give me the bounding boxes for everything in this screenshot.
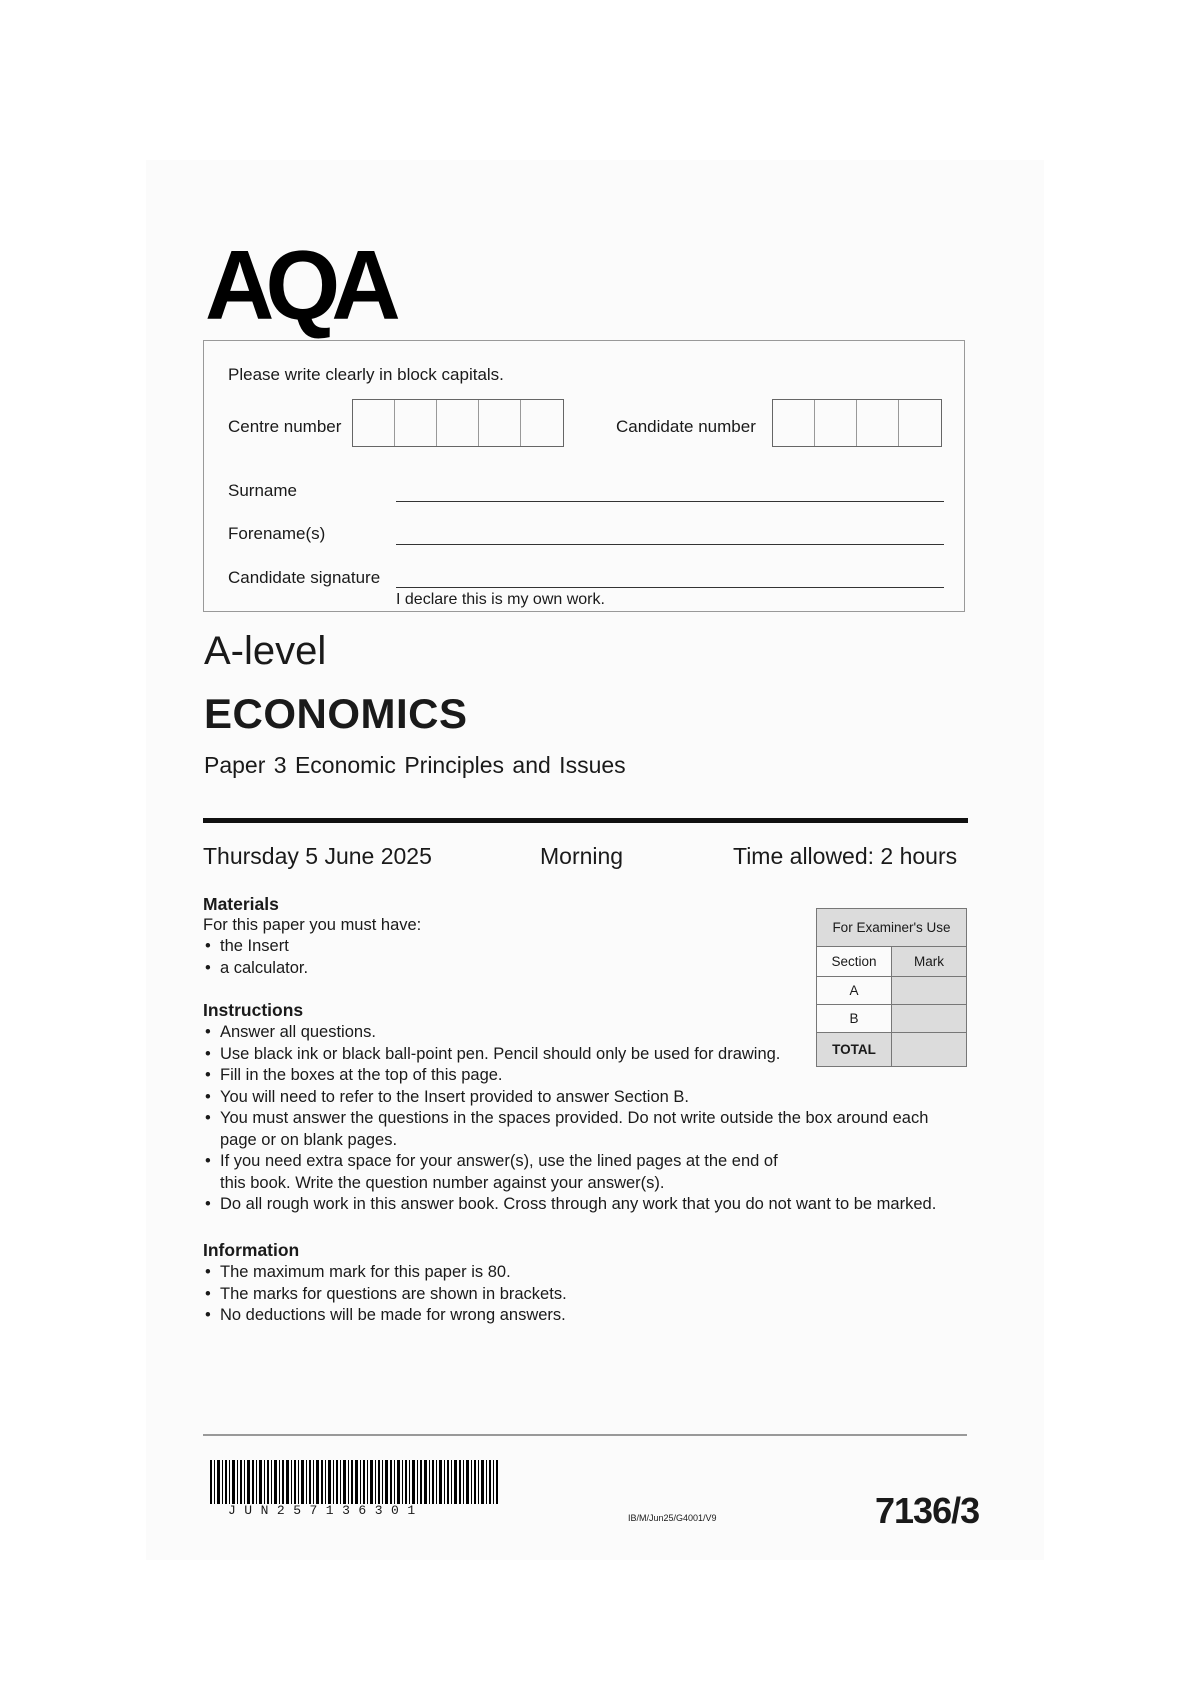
candidate-number-digit[interactable] <box>773 400 815 446</box>
centre-number-boxes[interactable] <box>352 399 564 447</box>
list-item: • Use black ink or black ball-point pen. Pencil should only be used for drawing. <box>203 1044 936 1066</box>
signature-label: Candidate signature <box>228 568 381 587</box>
materials-list <box>203 936 308 979</box>
candidate-number-label: Candidate number <box>616 417 756 436</box>
mark-cell <box>892 1005 967 1033</box>
barcode-number: JUN257136301 <box>228 1503 424 1518</box>
subject-title: ECONOMICS <box>204 690 468 737</box>
list-item: • You must answer the questions in the spaces provided. Do not write outside the box around each <box>203 1108 936 1130</box>
candidate-number-digit[interactable] <box>857 400 899 446</box>
header-divider <box>203 818 968 823</box>
information-list <box>203 1262 567 1327</box>
total-mark-cell <box>892 1033 967 1067</box>
forenames-label: Forename(s) <box>228 524 326 543</box>
surname-label: Surname <box>228 481 297 500</box>
list-item: • Do all rough work in this answer book. Cross through any work that you do not want to be marked. <box>203 1194 936 1216</box>
time-allowed: Time allowed: 2 hours <box>733 843 958 869</box>
section-label: B <box>817 1005 892 1033</box>
candidate-details-box <box>203 340 965 612</box>
instructions-heading: Instructions <box>203 1000 304 1020</box>
candidate-number-digit[interactable] <box>899 400 941 446</box>
list-item: • Answer all questions. <box>203 1022 936 1044</box>
reference-code: IB/M/Jun25/G4001/V9 <box>628 1513 717 1523</box>
list-item: • the Insert <box>203 936 308 958</box>
qualification-level: A-level <box>204 629 327 673</box>
declaration-text: I declare this is my own work. <box>396 591 605 608</box>
surname-field[interactable] <box>396 501 944 502</box>
examiner-table-title: For Examiner's Use <box>817 909 967 947</box>
centre-number-digit[interactable] <box>353 400 395 446</box>
paper-title: Paper 3 Economic Principles and Issues <box>204 752 626 778</box>
mark-column-header: Mark <box>892 947 967 977</box>
list-item: • a calculator. <box>203 958 308 980</box>
exam-session: Morning <box>540 843 624 869</box>
candidate-number-boxes[interactable] <box>772 399 942 447</box>
block-capitals-instruction: Please write clearly in block capitals. <box>228 365 504 384</box>
centre-number-label: Centre number <box>228 417 342 436</box>
exam-date: Thursday 5 June 2025 <box>203 843 432 869</box>
list-item: • You will need to refer to the Insert provided to answer Section B. <box>203 1087 936 1109</box>
forenames-field[interactable] <box>396 544 944 545</box>
materials-heading: Materials <box>203 894 279 914</box>
aqa-logo: AQA <box>205 230 392 340</box>
centre-number-digit[interactable] <box>437 400 479 446</box>
list-item: • No deductions will be made for wrong answers. <box>203 1305 567 1327</box>
candidate-number-digit[interactable] <box>815 400 857 446</box>
list-item: • If you need extra space for your answer(s), use the lined pages at the end of <box>203 1151 936 1173</box>
list-item: • The maximum mark for this paper is 80. <box>203 1262 567 1284</box>
footer-divider <box>203 1434 967 1436</box>
centre-number-digit[interactable] <box>479 400 521 446</box>
information-heading: Information <box>203 1240 300 1260</box>
examiner-use-table <box>816 908 967 1067</box>
signature-field[interactable] <box>396 587 944 588</box>
section-column-header: Section <box>817 947 892 977</box>
centre-number-digit[interactable] <box>395 400 437 446</box>
paper-code: 7136/3 <box>875 1490 980 1531</box>
centre-number-digit[interactable] <box>521 400 563 446</box>
list-item-continuation: this book. Write the question number against your answer(s). <box>220 1173 665 1192</box>
total-label: TOTAL <box>817 1033 892 1067</box>
mark-cell <box>892 977 967 1005</box>
list-item-continuation: page or on blank pages. <box>220 1130 398 1149</box>
materials-intro: For this paper you must have: <box>203 916 422 934</box>
section-label: A <box>817 977 892 1005</box>
barcode-image <box>210 1460 498 1504</box>
list-item: • Fill in the boxes at the top of this page. <box>203 1065 936 1087</box>
list-item: • The marks for questions are shown in brackets. <box>203 1284 567 1306</box>
